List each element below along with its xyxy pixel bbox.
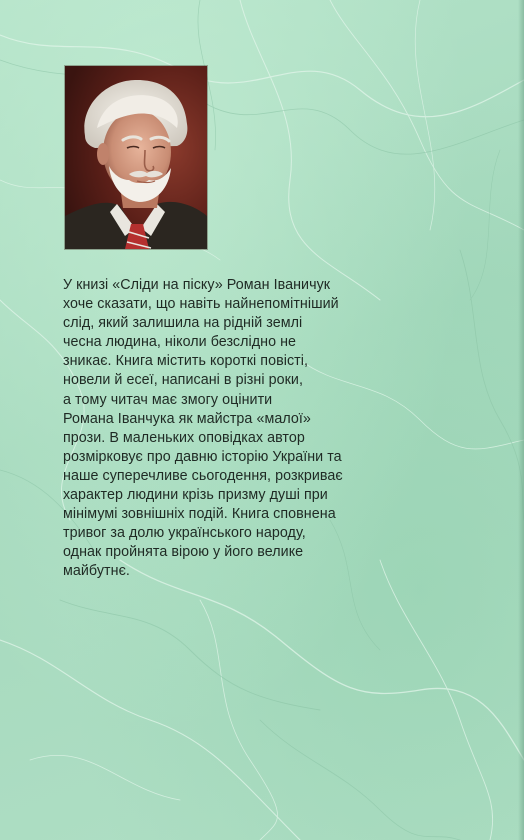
description-line: зникає. Книга містить короткі повісті, xyxy=(63,353,309,370)
description-line: хоче сказати, що навіть найнепомітніший xyxy=(63,296,339,313)
description-line: слід, який залишила на рідній землі xyxy=(63,315,303,332)
author-portrait-image xyxy=(65,66,207,249)
spine-edge-shadow xyxy=(518,0,524,840)
description-line: прози. В маленьких оповідках автор xyxy=(63,429,305,446)
description-line: У книзі «Сліди на піску» Роман Іваничук xyxy=(63,277,331,293)
book-description xyxy=(63,276,503,582)
description-line: новели й есеї, написані в різні роки, xyxy=(63,372,303,389)
description-line: Романа Іванчука як майстра «малої» xyxy=(63,410,311,427)
description-line: мінімумі зовнішніх подій. Книга сповнена xyxy=(63,506,336,523)
description-line: а тому читач має змогу оцінити xyxy=(63,391,273,408)
author-photo xyxy=(65,66,207,249)
description-line: наше суперечливе сьогодення, розкриває xyxy=(63,467,343,484)
description-line: характер людини крізь призму душі при xyxy=(63,487,328,504)
description-line: майбутнє. xyxy=(63,563,130,580)
description-line: розмірковує про давню історію України та xyxy=(63,448,342,465)
description-line: тривог за долю українського народу, xyxy=(63,525,306,542)
description-line: однак пройнята вірою у його велике xyxy=(63,544,304,561)
description-line: чесна людина, ніколи безслідно не xyxy=(63,334,297,351)
